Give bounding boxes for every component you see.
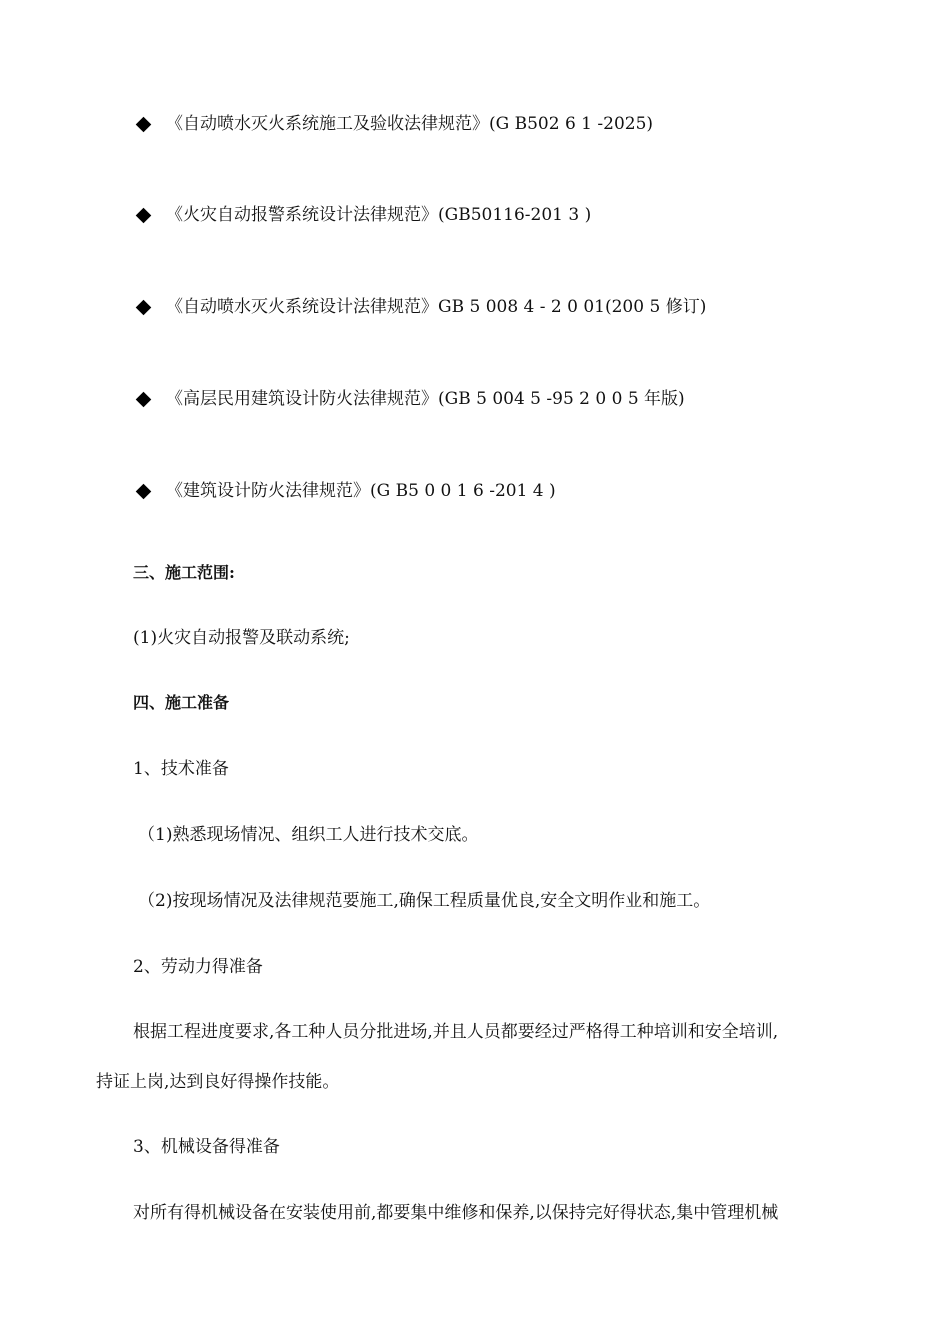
reference-text: 《高层民用建筑设计防火法律规范》(GB 5 004 5 -95 2 0 0 5 年版) [166,389,685,409]
diamond-bullet-icon [136,117,152,133]
diamond-bullet-icon [136,392,152,408]
diamond-bullet-icon [136,484,152,500]
section-heading: 三、施工范围: [133,563,235,582]
paragraph-line: 根据工程进度要求,各工种人员分批进场,并且人员都要经过严格得工种培训和安全培训, [133,1022,779,1042]
reference-item [136,112,653,136]
subsection-title: 1、技术准备 [133,759,229,779]
diamond-bullet-icon [136,300,152,316]
reference-item [136,479,556,503]
diamond-bullet-icon [136,208,152,224]
scope-item: (1)火灾自动报警及联动系统; [133,628,350,648]
paragraph-line: 持证上岗,达到良好得操作技能。 [96,1072,340,1092]
paragraph-line: 对所有得机械设备在安装使用前,都要集中维修和保养,以保持完好得状态,集中管理机械 [133,1203,779,1223]
list-item: （2)按现场情况及法律规范要施工,确保工程质量优良,安全文明作业和施工。 [138,891,711,911]
reference-text: 《自动喷水灭火系统设计法律规范》GB 5 008 4 - 2 0 01(200 5 修订) [166,297,707,317]
subsection-title: 2、劳动力得准备 [133,957,263,977]
reference-item [136,203,591,227]
reference-item [136,295,706,319]
reference-text: 《建筑设计防火法律规范》(G B5 0 0 1 6 -201 4 ) [166,481,556,501]
subsection-title: 3、机械设备得准备 [133,1137,280,1157]
reference-text: 《自动喷水灭火系统施工及验收法律规范》(G B502 6 1 -2025) [166,114,654,134]
list-item: （1)熟悉现场情况、组织工人进行技术交底。 [138,825,479,845]
reference-text: 《火灾自动报警系统设计法律规范》(GB50116-201 3 ) [166,205,592,225]
section-heading: 四、施工准备 [133,693,230,712]
reference-item [136,387,685,411]
